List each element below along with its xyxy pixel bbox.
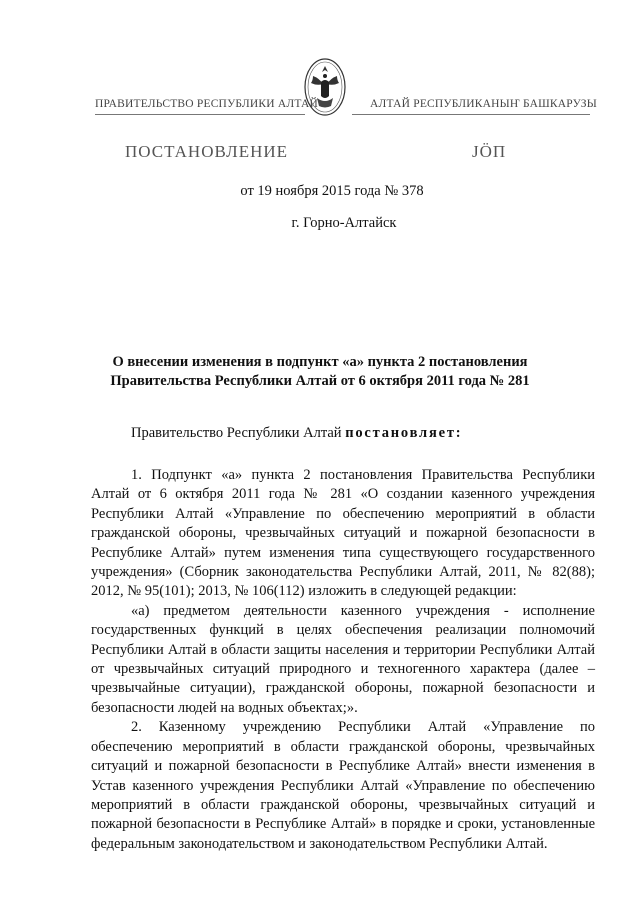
subject-line-1: О внесении изменения в подпункт «а» пункта 2 постановления — [112, 354, 528, 370]
government-name-russian: ПРАВИТЕЛЬСТВО РЕСПУБЛИКИ АЛТАЙ — [95, 98, 319, 110]
decree-title-russian: ПОСТАНОВЛЕНИЕ — [125, 142, 289, 161]
enacting-clause — [131, 425, 462, 442]
header-divider-left — [95, 114, 305, 115]
enacting-verb: постановляет: — [345, 425, 463, 441]
paragraph-1-quoted-subitem: «а) предметом деятельности казенного учреждения - исполнение государственных функций в целях обеспечения реализации полномочий Республики Алтай в области защиты населения и территории Республики Алтай от чрезвычайных ситуаций природного и техногенного характера (далее – чрезвычайные ситуации), гражданской обороны, пожарной безопасности и безопасности людей на водных объектах;». — [91, 602, 595, 716]
paragraph-2: 2. Казенному учреждению Республики Алтай «Управление по обеспечению мероприятий в области гражданской обороны, чрезвычайных ситуаций и пожарной безопасности в Республике Алтай» внести изменения в Устав казенного учреждения Республики Алтай «Управление по обеспечению мероприятий в области гражданской обороны, чрезвычайных ситуаций и пожарной безопасности в Республике Алтай» в порядке и сроки, установленные федеральным законодательством и законодательством Республики Алтай. — [91, 719, 595, 852]
decree-title-altai: ЈӦП — [472, 142, 507, 161]
government-name-altai: АЛТАЙ РЕСПУБЛИКАНЫҤ БАШКАРУЗЫ — [370, 98, 597, 110]
decree-body — [91, 466, 595, 854]
decree-date-number: от 19 ноября 2015 года № 378 — [240, 183, 424, 199]
enacting-lead: Правительство Республики Алтай — [131, 425, 346, 441]
subject-line-2: Правительства Республики Алтай от 6 октября 2011 года № 281 — [110, 373, 530, 389]
paragraph-1: 1. Подпункт «а» пункта 2 постановления Правительства Республики Алтай от 6 октября 2011 года № 281 «О создании казенного учреждения Республики Алтай «Управление по обеспечению мероприятий в области гражданской обороны, чрезвычайных ситуаций и пожарной безопасности в Республике Алтай» путем изменения типа существующего государственного учреждения» (Сборник законодательства Республики Алтай, 2011, № 82(88); 2012, № 95(101); 2013, № 106(112) изложить в следующей редакции: — [91, 467, 595, 600]
header-divider-right — [352, 114, 590, 115]
city-name: г. Горно-Алтайск — [291, 215, 397, 231]
decree-subject — [0, 353, 640, 391]
